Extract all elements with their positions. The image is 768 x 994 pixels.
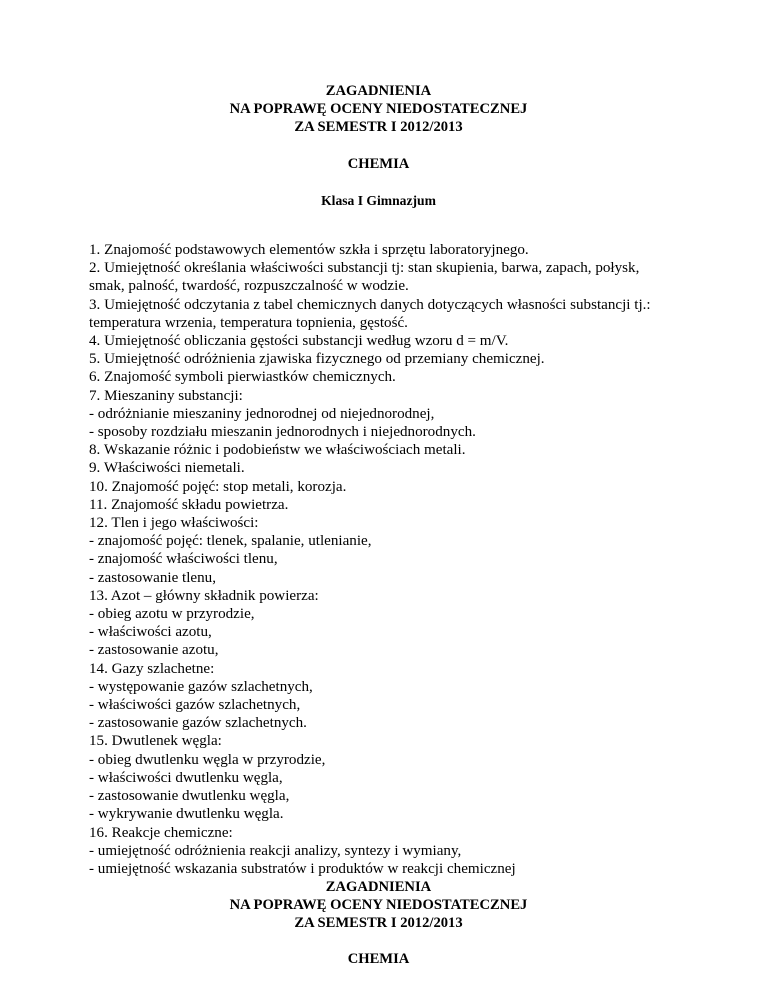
list-item: - właściwości dwutlenku węgla,	[89, 769, 283, 786]
header-class: Klasa I Gimnazjum	[321, 193, 436, 208]
footer-semester: ZA SEMESTR I 2012/2013	[294, 915, 463, 932]
list-item: - znajomość właściwości tlenu,	[89, 551, 278, 568]
footer-title: ZAGADNIENIA	[325, 879, 432, 896]
list-item: - odróżnianie mieszaniny jednorodnej od niejednorodnej,	[89, 405, 435, 422]
list-item: - zastosowanie tlenu,	[89, 569, 216, 586]
list-item: - umiejętność odróżnienia reakcji analizy, syntezy i wymiany,	[89, 842, 462, 859]
list-item: 16. Reakcje chemiczne:	[89, 824, 233, 841]
list-item: - właściwości gazów szlachetnych,	[89, 697, 301, 714]
list-item: 14. Gazy szlachetne:	[89, 660, 215, 677]
list-item: 10. Znajomość pojęć: stop metali, korozja.	[89, 478, 347, 495]
list-item: 11. Znajomość składu powietrza.	[89, 496, 289, 513]
list-item: - zastosowanie gazów szlachetnych.	[89, 715, 307, 732]
list-item: - właściwości azotu,	[89, 624, 212, 641]
list-item: 6. Znajomość symboli pierwiastków chemicznych.	[89, 369, 396, 386]
header-semester: ZA SEMESTR I 2012/2013	[294, 119, 463, 135]
list-item: - obieg azotu w przyrodzie,	[89, 606, 255, 623]
list-item: - umiejętność wskazania substratów i produktów w reakcji chemicznej	[89, 860, 516, 877]
header-title: ZAGADNIENIA	[325, 83, 432, 99]
list-item: 8. Wskazanie różnic i podobieństw we właściwościach metali.	[89, 442, 466, 459]
list-item: 13. Azot – główny składnik powierza:	[89, 587, 319, 604]
list-item: - występowanie gazów szlachetnych,	[89, 678, 313, 695]
list-item: - obieg dwutlenku węgla w przyrodzie,	[89, 751, 326, 768]
list-item: 4. Umiejętność obliczania gęstości substancji według wzoru d = m/V.	[89, 333, 509, 350]
list-item: 12. Tlen i jego właściwości:	[89, 515, 259, 532]
list-item: 3. Umiejętność odczytania z tabel chemicznych danych dotyczących własności substancji tj.: temperatura wrzenia, temperatura topnienia, gęstość.	[89, 296, 651, 331]
list-item: - wykrywanie dwutlenku węgla.	[89, 806, 284, 823]
header-subtitle: NA POPRAWĘ OCENY NIEDOSTATECZNEJ	[229, 101, 528, 117]
list-item: - sposoby rozdziału mieszanin jednorodnych i niejednorodnych.	[89, 424, 476, 441]
footer-subject: CHEMIA	[347, 951, 410, 968]
list-item: 5. Umiejętność odróżnienia zjawiska fizycznego od przemiany chemicznej.	[89, 351, 545, 368]
footer-subtitle: NA POPRAWĘ OCENY NIEDOSTATECZNEJ	[229, 897, 528, 914]
list-item: 15. Dwutlenek węgla:	[89, 733, 222, 750]
header-subject: CHEMIA	[347, 156, 410, 172]
list-item: 2. Umiejętność określania właściwości substancji tj: stan skupienia, barwa, zapach, połysk, smak, palność, twardość, rozpuszczalność w wodzie.	[89, 260, 640, 295]
list-item: 7. Mieszaniny substancji:	[89, 387, 243, 404]
document-header	[89, 82, 668, 210]
list-item: 9. Właściwości niemetali.	[89, 460, 245, 477]
list-item: - zastosowanie azotu,	[89, 642, 219, 659]
topics-list	[89, 241, 668, 878]
repeated-header	[89, 878, 668, 968]
list-item: - znajomość pojęć: tlenek, spalanie, utlenianie,	[89, 533, 372, 550]
list-item: 1. Znajomość podstawowych elementów szkła i sprzętu laboratoryjnego.	[89, 242, 529, 258]
list-item: - zastosowanie dwutlenku węgla,	[89, 788, 290, 805]
